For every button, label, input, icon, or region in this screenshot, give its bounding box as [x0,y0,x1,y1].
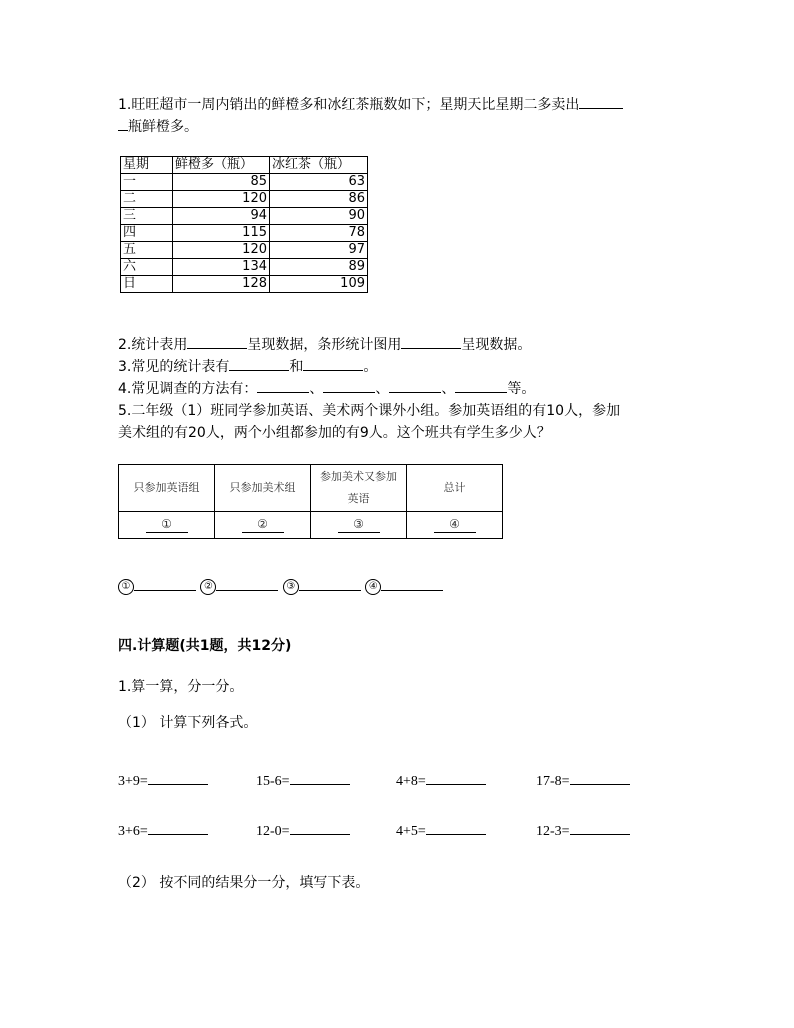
orange-count-cell: 120 [173,242,270,259]
answer-blank[interactable] [570,770,630,785]
answer-blank[interactable] [290,770,350,785]
tea-count-cell: 90 [270,208,368,225]
calc-item: 12-3= [536,820,630,843]
section-title: 四.计算题(共1题，共12分) [118,638,292,654]
orange-count-cell: 128 [173,276,270,293]
calc-item: 4+5= [396,820,486,843]
tea-count-cell: 89 [270,259,368,276]
answer-cell[interactable] [311,512,407,539]
answer-slot: ④ [434,517,476,533]
answer-marks-row [118,576,443,598]
header-cell: 冰红茶（瓶） [270,157,368,174]
answer-blank[interactable] [290,820,350,835]
orange-count-cell: 94 [173,208,270,225]
tea-count-cell: 63 [270,174,368,191]
answer-cell[interactable] [215,512,311,539]
table-row [121,225,368,242]
answer-blank[interactable] [134,576,196,591]
header-cell: 只参加美术组 [215,465,311,512]
day-cell: 四 [121,225,173,242]
question-5-line2: 美术组的有20人，两个小组都参加的有9人。这个班共有学生多少人？ [118,425,551,441]
answer-blank[interactable] [148,820,208,835]
day-cell: 五 [121,242,173,259]
answer-slot: ② [242,517,284,533]
answer-slot: ③ [338,517,380,533]
answer-blank[interactable] [570,820,630,835]
answer-blank[interactable] [579,94,623,109]
answer-blank[interactable] [455,378,507,393]
orange-count-cell: 85 [173,174,270,191]
mark-3: ③ [283,579,299,595]
answer-slot: ① [146,517,188,533]
table-row [121,259,368,276]
day-cell: 三 [121,208,173,225]
orange-count-cell: 120 [173,191,270,208]
question-5-line1: 5.二年级（1）班同学参加英语、美术两个课外小组。参加英语组的有10人，参加 [118,403,621,419]
calc-item: 12-0= [256,820,350,843]
question-4: 4.常见调查的方法有： 、 、 、 等。 [118,378,535,400]
tea-count-cell: 86 [270,191,368,208]
answer-blank[interactable] [381,576,443,591]
header-cell: 参加美术又参加英语 [311,465,407,512]
mark-1: ① [118,579,134,595]
question-2: 2.统计表用 呈现数据，条形统计图用 呈现数据。 [118,334,531,356]
calc-item: 3+9= [118,770,208,793]
answer-blank[interactable] [216,576,278,591]
table-row [121,276,368,293]
calc-part1: （1） 计算下列各式。 [118,715,258,731]
answer-cell[interactable] [119,512,215,539]
table-row [121,191,368,208]
answer-blank[interactable] [401,334,461,349]
answer-blank[interactable] [426,820,486,835]
day-cell: 二 [121,191,173,208]
table-header-row [121,157,368,174]
answer-blank[interactable] [187,334,247,349]
calc-item: 17-8= [536,770,630,793]
table-row [121,174,368,191]
orange-count-cell: 115 [173,225,270,242]
tea-count-cell: 97 [270,242,368,259]
table-row [121,242,368,259]
tea-count-cell: 78 [270,225,368,242]
calc-part2: （2） 按不同的结果分一分，填写下表。 [118,875,370,891]
calc-item: 4+8= [396,770,486,793]
header-cell: 鲜橙多（瓶） [173,157,270,174]
question-1-line2: 瓶鲜橙多。 [118,116,198,138]
calc-item: 3+6= [118,820,208,843]
orange-count-cell: 134 [173,259,270,276]
answer-blank[interactable] [148,770,208,785]
answer-blank[interactable] [118,116,128,131]
calc-intro: 1.算一算，分一分。 [118,679,244,695]
day-cell: 一 [121,174,173,191]
answer-blank[interactable] [389,378,441,393]
table-row [119,512,503,539]
answer-cell[interactable] [407,512,503,539]
mark-2: ② [200,579,216,595]
answer-blank[interactable] [323,378,375,393]
question-1-line1: 1.旺旺超市一周内销出的鲜橙多和冰红茶瓶数如下；星期天比星期二多卖出 [118,94,623,116]
sales-table [120,156,368,293]
answer-blank[interactable] [426,770,486,785]
calc-item: 15-6= [256,770,350,793]
answer-blank[interactable] [229,356,289,371]
mark-4: ④ [365,579,381,595]
answer-blank[interactable] [299,576,361,591]
day-cell: 日 [121,276,173,293]
table-row [121,208,368,225]
header-cell: 星期 [121,157,173,174]
day-cell: 六 [121,259,173,276]
group-table [118,464,503,539]
header-cell: 总计 [407,465,503,512]
answer-blank[interactable] [257,378,309,393]
tea-count-cell: 109 [270,276,368,293]
table-header-row [119,465,503,512]
answer-blank[interactable] [303,356,363,371]
header-cell: 只参加英语组 [119,465,215,512]
question-3: 3.常见的统计表有 和 。 [118,356,377,378]
